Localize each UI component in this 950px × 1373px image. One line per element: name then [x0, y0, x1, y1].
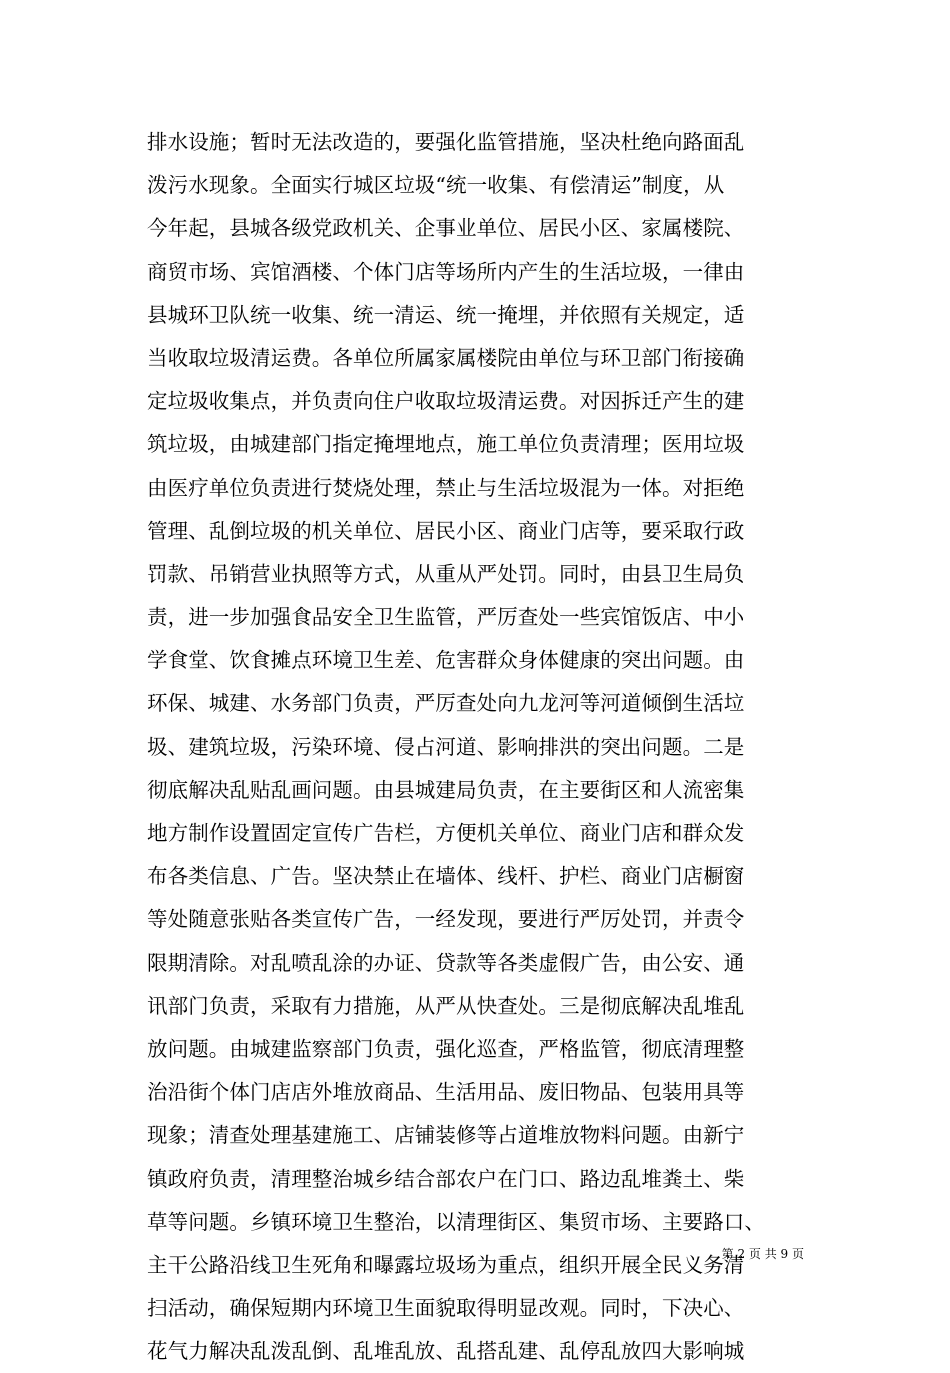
text-line: 现象；清查处理基建施工、店铺装修等占道堆放物料问题。由新宁 — [147, 1123, 745, 1148]
text-line: 商贸市场、宾馆酒楼、个体门店等场所内产生的生活垃圾，一律由 — [147, 259, 745, 284]
text-line: 讯部门负责，采取有力措施，从严从快查处。三是彻底解决乱堆乱 — [147, 993, 745, 1018]
text-line: 布各类信息、广告。坚决禁止在墙体、线杆、护栏、商业门店橱窗 — [147, 864, 745, 889]
text-line: 花气力解决乱泼乱倒、乱堆乱放、乱搭乱建、乱停乱放四大影响城 — [147, 1339, 745, 1364]
text-line: 地方制作设置固定宣传广告栏，方便机关单位、商业门店和群众发 — [147, 821, 745, 845]
text-line: 环保、城建、水务部门负责，严厉查处向九龙河等河道倾倒生活垃 — [147, 691, 745, 716]
text-line: 学食堂、饮食摊点环境卫生差、危害群众身体健康的突出问题。由 — [147, 648, 745, 673]
text-line: 管理、乱倒垃圾的机关单位、居民小区、商业门店等，要采取行政 — [147, 518, 745, 543]
text-line: 等处随意张贴各类宣传广告，一经发现，要进行严厉处罚，并责令 — [147, 907, 745, 932]
text-line: 放问题。由城建监察部门负责，强化巡查，严格监管，彻底清理整 — [147, 1036, 745, 1061]
text-line: 圾、建筑垃圾，污染环境、侵占河道、影响排洪的突出问题。二是 — [147, 734, 745, 759]
text-line: 限期清除。对乱喷乱涂的办证、贷款等各类虚假广告，由公安、通 — [147, 950, 745, 975]
text-line: 泼污水现象。全面实行城区垃圾“统一收集、有偿清运”制度，从 — [147, 173, 725, 198]
text-line: 定垃圾收集点，并负责向住户收取垃圾清运费。对因拆迁产生的建 — [147, 389, 745, 414]
text-line: 彻底解决乱贴乱画问题。由县城建局负责，在主要街区和人流密集 — [147, 777, 745, 802]
text-line: 责，进一步加强食品安全卫生监管，严厉查处一些宾馆饭店、中小 — [147, 605, 745, 630]
page-number-footer: 第 2 页 共 9 页 — [721, 1247, 804, 1261]
text-line: 排水设施；暂时无法改造的，要强化监管措施，坚决杜绝向路面乱 — [147, 130, 745, 154]
text-line: 由医疗单位负责进行焚烧处理，禁止与生活垃圾混为一体。对拒绝 — [147, 475, 745, 500]
text-line: 主干公路沿线卫生死角和曝露垃圾场为重点，组织开展全民义务清 — [147, 1252, 745, 1277]
text-line: 当收取垃圾清运费。各单位所属家属楼院由单位与环卫部门衔接确 — [147, 345, 745, 370]
body-text — [147, 121, 807, 1373]
text-line: 扫活动，确保短期内环境卫生面貌取得明显改观。同时，下决心、 — [147, 1296, 745, 1321]
text-line: 镇政府负责，清理整治城乡结合部农户在门口、路边乱堆粪土、柴 — [147, 1166, 745, 1191]
text-line: 罚款、吊销营业执照等方式，从重从严处罚。同时，由县卫生局负 — [147, 561, 745, 586]
text-line: 县城环卫队统一收集、统一清运、统一掩埋，并依照有关规定，适 — [147, 302, 745, 327]
text-line: 今年起，县城各级党政机关、企事业单位、居民小区、家属楼院、 — [147, 216, 745, 241]
text-line: 治沿街个体门店店外堆放商品、生活用品、废旧物品、包装用具等 — [147, 1080, 745, 1105]
text-line: 草等问题。乡镇环境卫生整治，以清理街区、集贸市场、主要路口、 — [147, 1209, 765, 1234]
text-line: 筑垃圾，由城建部门指定掩埋地点，施工单位负责清理；医用垃圾 — [147, 432, 745, 457]
